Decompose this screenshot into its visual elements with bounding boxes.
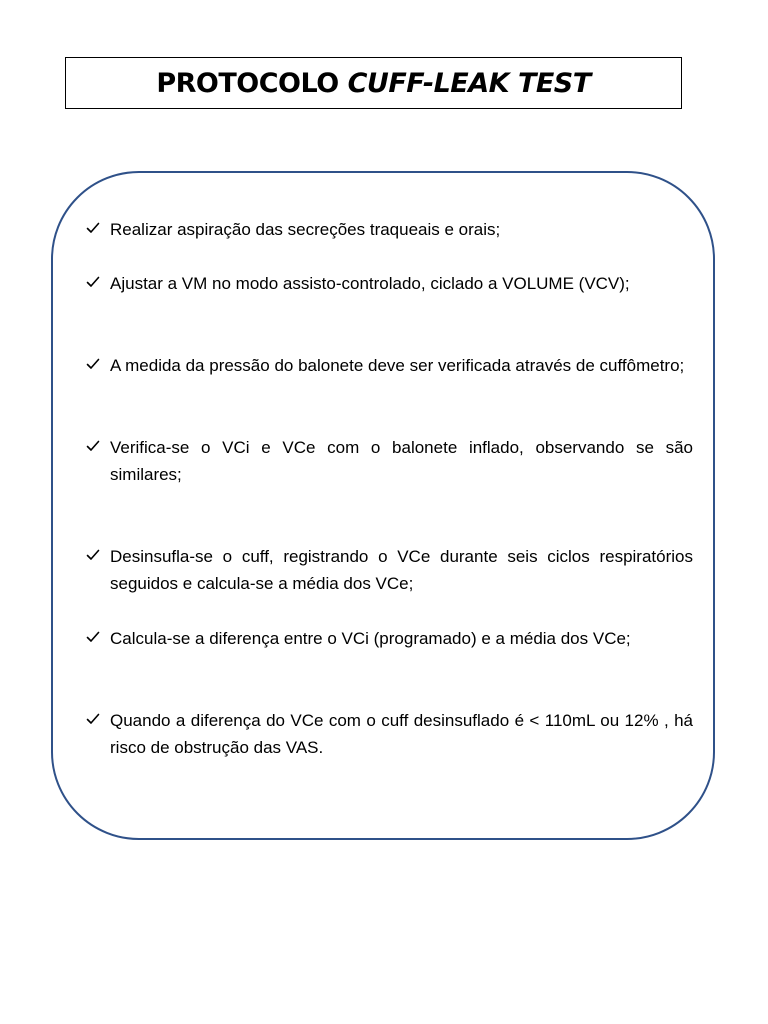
checkmark-icon bbox=[86, 712, 102, 728]
page-title bbox=[156, 68, 590, 99]
checklist-item: Ajustar a VM no modo assisto-controlado, ciclado a VOLUME (VCV); bbox=[110, 274, 630, 293]
checklist-item: Desinsufla-se o cuff, registrando o VCe durante seis ciclos respiratórios seguidos e calcula-se a média dos VCe; bbox=[110, 547, 693, 593]
checklist-item: Quando a diferença do VCe com o cuff desinsuflado é < 110mL ou 12% , há risco de obstrução das VAS. bbox=[110, 711, 693, 757]
checklist-item: Calcula-se a diferença entre o VCi (programado) e a média dos VCe; bbox=[110, 629, 631, 648]
checkmark-icon bbox=[86, 630, 102, 646]
checklist-item: Realizar aspiração das secreções traqueais e orais; bbox=[110, 220, 501, 239]
checkmark-icon bbox=[86, 357, 102, 373]
checkmark-icon bbox=[86, 221, 102, 237]
checklist-item: A medida da pressão do balonete deve ser verificada através de cuffômetro; bbox=[110, 356, 685, 375]
checkmark-icon bbox=[86, 439, 102, 455]
title-emphasis: CUFF-LEAK TEST bbox=[347, 67, 591, 99]
checkmark-icon bbox=[86, 275, 102, 291]
title-prefix: PROTOCOLO bbox=[156, 67, 339, 99]
title-box bbox=[65, 57, 682, 109]
checklist-item: Verifica-se o VCi e VCe com o balonete inflado, observando se são similares; bbox=[110, 438, 693, 484]
checkmark-icon bbox=[86, 548, 102, 564]
